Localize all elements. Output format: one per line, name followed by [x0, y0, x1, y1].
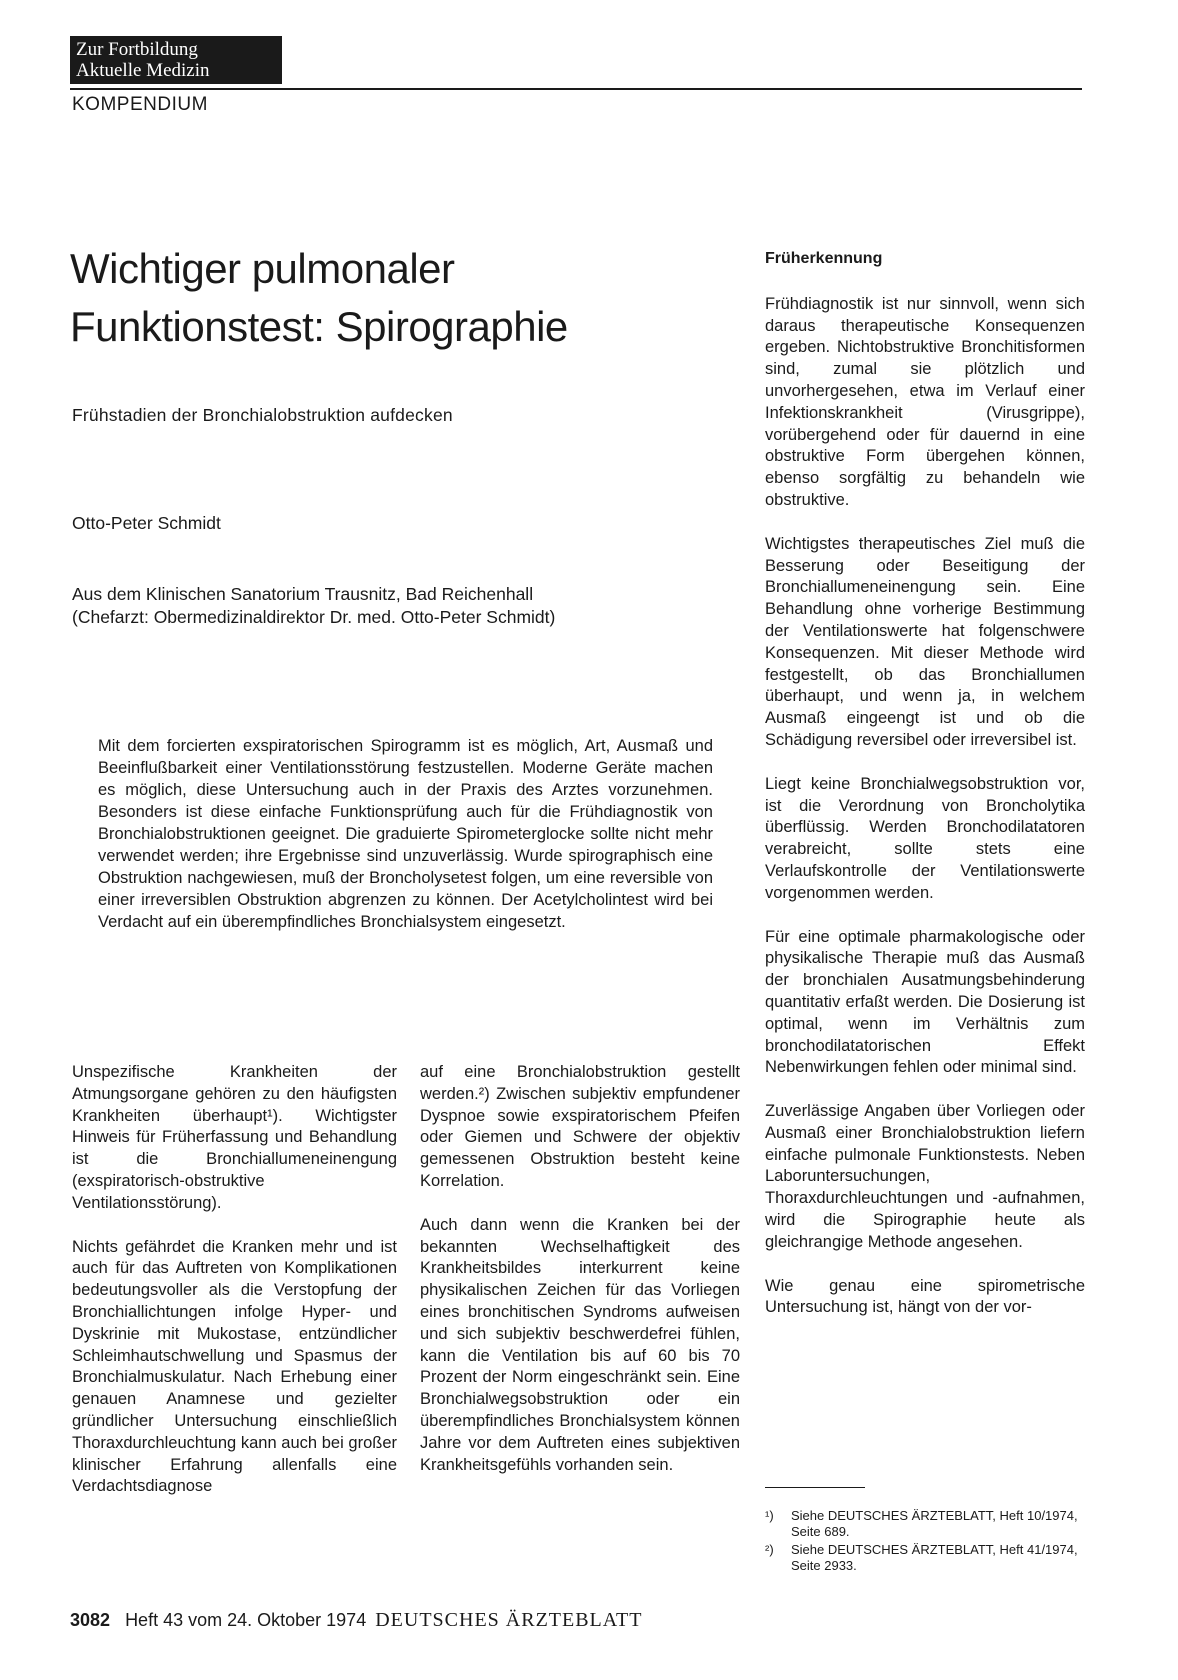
paragraph: Nichts gefährdet die Kranken mehr und ist auch für das Auftreten von Komplikationen bedeutungsvoller als die Verstopfung der Bronchiallichtungen infolge Hyper- und Dyskrinie mit Mukostase, entzündlicher Schleimhautschwellung und Spasmus der Bronchialmuskulatur. Nach Erhebung einer genauen Anamnese und gezielter gründlicher Untersuchung einschließlich Thoraxdurchleuchtung kann auch bei großer klinischer Erfahrung allenfalls eine Verdachtsdiagnose	[72, 1237, 397, 1496]
abstract-text: Mit dem forcierten exspiratorischen Spirogramm ist es möglich, Art, Ausmaß und Beeinflußbarkeit einer Ventilationsstörung festzustellen. Moderne Geräte machen es möglich, diese Untersuchung auch in der Praxis des Arztes vorzunehmen. Besonders ist diese einfache Funktionsprüfung auch für die Frühdiagnostik von Bronchialobstruktionen geeignet. Die graduierte Spirometerglocke sollte nicht mehr verwendet werden; ihre Ergebnisse sind unzuverlässig. Wurde spirographisch eine Obstruktion nachgewiesen, muß der Broncholysetest folgen, um eine reversible von einer irreversiblen Obstruktion abgrenzen zu können. Der Acetylcholintest wird bei Verdacht auf ein überempfindliches Bronchialsystem eingesetzt.	[98, 737, 713, 931]
affiliation-line-2: (Chefarzt: Obermedizinaldirektor Dr. med. Otto-Peter Schmidt)	[72, 607, 556, 627]
footnote-item	[765, 1508, 1085, 1540]
page-number: 3082	[70, 1610, 111, 1630]
footnote-text: Siehe DEUTSCHES ÄRZTEBLATT, Heft 41/1974, Seite 2933.	[791, 1542, 1078, 1573]
section-label: KOMPENDIUM	[72, 94, 208, 115]
paragraph: Für eine optimale pharmakologische oder physikalische Therapie muß das Ausmaß der bronchialen Ausatmungsbehinderung quantitativ erfaßt werden. Die Dosierung ist optimal, wenn im Verhältnis zum bronchodilatatorischen Effekt Nebenwirkungen fehlen oder minimal sind.	[765, 927, 1085, 1077]
footnote-item	[765, 1542, 1085, 1574]
series-label-line-2: Aktuelle Medizin	[76, 60, 210, 81]
footnote-marker: ¹)	[765, 1508, 774, 1523]
page-footer	[70, 1609, 642, 1632]
footnote-divider	[765, 1487, 865, 1488]
footnotes	[765, 1508, 1085, 1576]
series-label-line-1: Zur Fortbildung	[76, 39, 198, 60]
affiliation-line-1: Aus dem Klinischen Sanatorium Trausnitz, Bad Reichenhall	[72, 584, 534, 604]
author-name: Otto-Peter Schmidt	[72, 513, 221, 533]
paragraph: Wichtigstes therapeutisches Ziel muß die Besserung oder Beseitigung der Bronchiallumeneinengung sein. Eine Behandlung ohne vorherige Bestimmung der Ventilationswerte hat folgenschwere Konsequenzen. Mit dieser Methode wird festgestellt, ob das Bronchiallumen überhaupt, und wenn ja, in welchem Ausmaß eingeengt ist und ob die Schädigung reversibel oder irreversibel ist.	[765, 534, 1085, 749]
footnote-text: Siehe DEUTSCHES ÄRZTEBLATT, Heft 10/1974, Seite 689.	[791, 1508, 1078, 1539]
article-title: Wichtiger pulmonaler Funktionstest: Spirographie	[70, 245, 568, 350]
paragraph: Zuverlässige Angaben über Vorliegen oder Ausmaß einer Bronchialobstruktion liefern einfache pulmonale Funktionstests. Neben Laboruntersuchungen, Thoraxdurchleuchtungen und -aufnahmen, wird die Spirographie heute als gleichrangige Methode angesehen.	[765, 1102, 1085, 1251]
article-subtitle: Frühstadien der Bronchialobstruktion aufdecken	[72, 405, 453, 425]
series-label-box	[70, 36, 282, 84]
paragraph: Unspezifische Krankheiten der Atmungsorgane gehören zu den häufigsten Krankheiten überhaupt¹). Wichtigster Hinweis für Früherfassung und Behandlung ist die Bronchiallumeneinengung (exspiratorisch-obstruktive Ventilationsstörung).	[72, 1063, 397, 1212]
paragraph: Auch dann wenn die Kranken bei der bekannten Wechselhaftigkeit des Krankheitsbildes interkurrent keine physikalischen Zeichen für das Vorliegen eines bronchitischen Syndroms aufweisen und sich subjektiv beschwerdefrei fühlen, kann die Ventilation bis auf 60 bis 70 Prozent der Norm eingeschränkt sein. Eine Bronchialwegsobstruktion oder ein überempfindliches Bronchialsystem können Jahre vor dem Auftreten eines subjektiven Krankheitsgefühls vorhanden sein.	[420, 1215, 740, 1474]
footnote-marker: ²)	[765, 1542, 774, 1557]
body-column-left	[72, 1062, 397, 1520]
paragraph: Liegt keine Bronchialwegsobstruktion vor, ist die Verordnung von Broncholytika überflüssig. Werden Bronchodilatatoren verabreicht, sollte stets eine Verlaufskontrolle der Ventilationswerte vorgenommen werden.	[765, 774, 1085, 902]
header-divider	[70, 88, 1082, 90]
abstract	[98, 735, 713, 933]
journal-name: DEUTSCHES ÄRZTEBLATT	[375, 1609, 643, 1631]
paragraph: Wie genau eine spirometrische Untersuchung ist, hängt von der vor-	[765, 1276, 1085, 1317]
body-column-right	[765, 248, 1085, 1341]
author-affiliation	[72, 583, 555, 629]
paragraph: auf eine Bronchialobstruktion gestellt werden.²) Zwischen subjektiv empfundener Dyspnoe sowie exspiratorischem Pfeifen oder Giemen und Schwere der objektiv gemessenen Obstruktion besteht keine Korrelation.	[420, 1063, 740, 1190]
body-column-middle	[420, 1062, 740, 1498]
issue-info: Heft 43 vom 24. Oktober 1974	[125, 1610, 367, 1630]
section-heading: Früherkennung	[765, 250, 883, 267]
paragraph: Frühdiagnostik ist nur sinnvoll, wenn sich daraus therapeutische Konsequenzen ergeben. Nichtobstruktive Bronchitisformen sind, zumal sie plötzlich und unvorhergesehen, etwa im Verlauf einer Infektionskrankheit (Virusgrippe), vorübergehend oder für dauernd in eine obstruktive Form übergehen können, ebenso sorgfältig zu behandeln wie obstruktive.	[765, 294, 1085, 509]
